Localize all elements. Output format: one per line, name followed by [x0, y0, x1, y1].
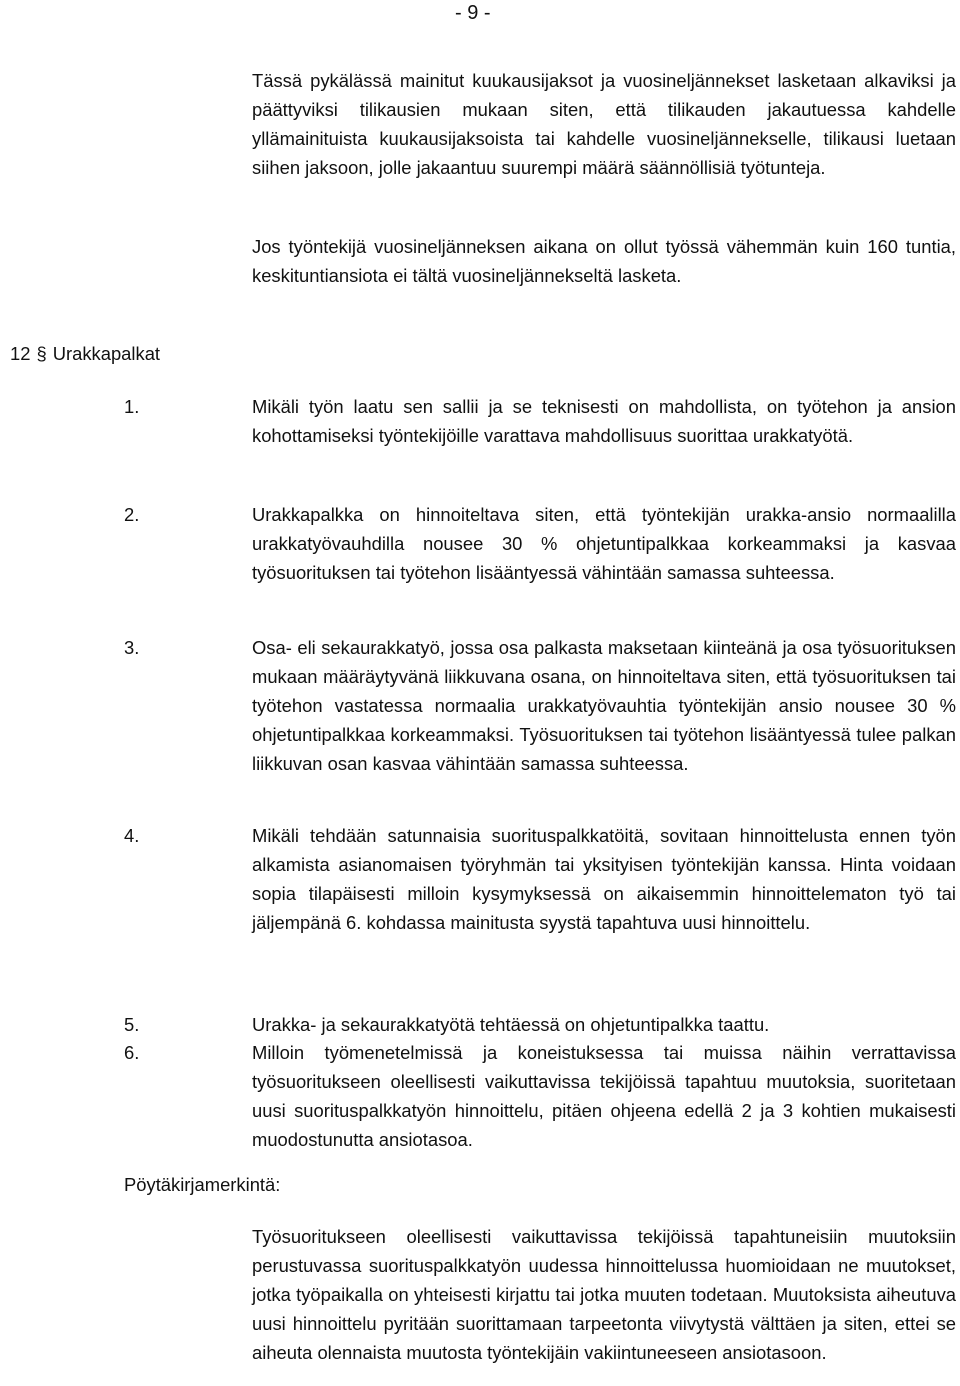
item-number-3: 3. [124, 637, 140, 658]
item-text-5: Urakka- ja sekaurakkatyötä tehtäessä on ohjetuntipalkka taattu. [252, 1014, 770, 1035]
item-number-2: 2. [124, 504, 140, 525]
item-number-5: 5. [124, 1014, 140, 1035]
section-sign: § [36, 343, 47, 364]
section-heading [10, 340, 160, 368]
section-number: 12 [10, 343, 31, 364]
note-label: Pöytäkirjamerkintä: [124, 1174, 281, 1195]
item-text-1: Mikäli työn laatu sen sallii ja se teknisesti on mahdollista, on työtehon ja ansion kohottamiseksi työntekijöille varattava mahdollisuus suorittaa urakkatyötä. [252, 396, 956, 446]
intro-paragraph-1: Tässä pykälässä mainitut kuukausijaksot ja vuosineljännekset lasketaan alkaviksi ja päättyviksi tilikausien mukaan siten, että tilikauden jakautuessa kahdelle yllämainituista kuukausijaksoista tai kahdelle vuosineljännekselle, tilikausi luetaan siihen jaksoon, jolle jakaantuu suurempi määrä säännöllisiä työtunteja. [252, 70, 956, 178]
note-text: Työsuoritukseen oleellisesti vaikuttavissa tekijöissä tapahtuneisiin muutoksiin perustuvassa suorituspalkkatyön uudessa hinnoittelussa huomioidaan ne muutokset, jotka työpaikalla on yhteisesti kirjattu tai jotka muuten todetaan. Muutoksista aiheutuva uusi hinnoittelu pyritään suorittamaan tarpeetonta viivytystä välttäen ja siten, ettei se aiheuta olennaista muutosta työntekijäin vakiintuneeseen ansiotasoon. [252, 1226, 956, 1363]
section-title: Urakkapalkat [52, 343, 161, 364]
item-number-1: 1. [124, 396, 140, 417]
intro-paragraph-2: Jos työntekijä vuosineljänneksen aikana on ollut työssä vähemmän kuin 160 tuntia, keskituntiansiota ei tältä vuosineljännekseltä lasketa. [252, 236, 956, 286]
page-number: - 9 - [455, 2, 491, 24]
item-number-6: 6. [124, 1042, 140, 1063]
item-text-2: Urakkapalkka on hinnoiteltava siten, että työntekijän urakka-ansio normaalilla urakkatyövauhdilla nousee 30 % ohjetuntipalkkaa korkeammaksi ja kasvaa työsuorituksen tai työtehon lisääntyessä vähintään samassa suhteessa. [252, 504, 956, 583]
item-text-6: Milloin työmenetelmissä ja koneistuksessa tai muissa näihin verrattavissa työsuoritukseen oleellisesti vaikuttavissa tekijöissä tapahtuu muutoksia, suoritetaan uusi suorituspalkkatyön hinnoittelu, pitäen ohjeena edellä 2 ja 3 kohtien mukaisesti muodostunutta ansiotasoa. [252, 1042, 956, 1150]
item-number-4: 4. [124, 825, 140, 846]
item-text-3: Osa- eli sekaurakkatyö, jossa osa palkasta maksetaan kiinteänä ja osa työsuorituksen mukaan määräytyvänä liikkuvana osana, on hinnoiteltava siten, että työsuorituksen tai työtehon vastatessa normaalia urakkatyövauhtia työntekijän ansio nousee 30 % ohjetuntipalkkaa korkeammaksi. Työsuorituksen tai työtehon lisääntyessä tulee palkan liikkuvan osan kasvaa vähintään samassa suhteessa. [252, 637, 956, 774]
item-text-4: Mikäli tehdään satunnaisia suorituspalkkatöitä, sovitaan hinnoittelusta ennen työn alkamista asianomaisen työryhmän tai yksityisen työntekijän kanssa. Hinta voidaan sopia tilapäisesti milloin kysymyksessä on aikaisemmin hinnoittelematon työ tai jäljempänä 6. kohdassa mainitusta syystä tapahtuva uusi hinnoittelu. [252, 825, 956, 933]
